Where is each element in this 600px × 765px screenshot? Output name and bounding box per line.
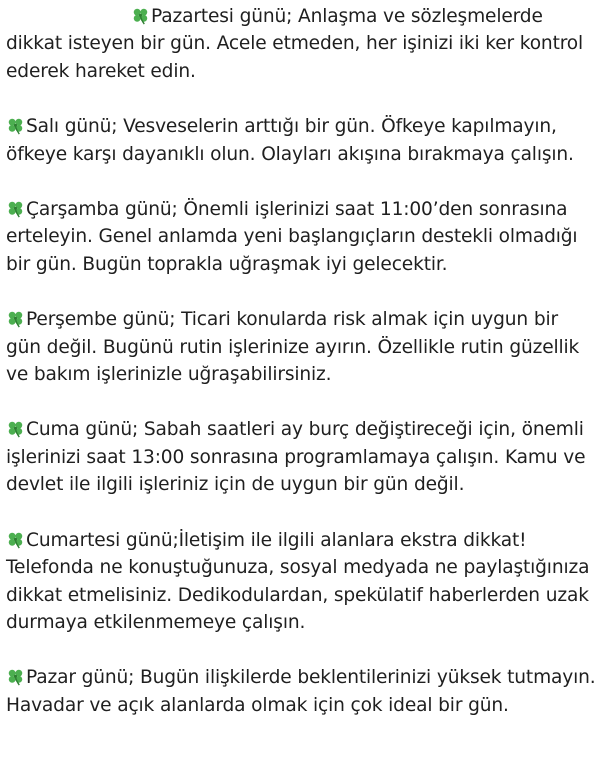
four-leaf-clover-icon (6, 116, 25, 135)
four-leaf-clover-icon (6, 309, 25, 328)
day-text: Cuma günü; Sabah saatleri ay burç değiştireceği için, önemli işlerinizi saat 13:00 sonrasına programlamaya çalışın. Kamu ve devlet ile ilgili işleriniz için de uygun bir gün değil. (6, 419, 586, 496)
day-paragraph-wednesday (6, 196, 598, 278)
day-text: Cumartesi günü;İletişim ile ilgili alanlara ekstra dikkat! Telefonda ne konuştuğunuza, sosyal medyada ne paylaştığınıza dikkat etmelisiniz. Dedikodulardan, spekülatif haberlerden uzak durmaya etkilenmemeye çalışın. (6, 529, 590, 633)
day-paragraph-tuesday (6, 113, 598, 168)
day-paragraph-thursday (6, 306, 598, 388)
horoscope-text (6, 3, 598, 747)
day-text: Pazar günü; Bugün ilişkilerde beklentilerinizi yüksek tutmayın. Havadar ve açık alanlarda olmak için çok ideal bir gün. (6, 667, 596, 716)
day-text: Çarşamba günü; Önemli işlerinizi saat 11:00’den sonrasına erteleyin. Genel anlamda yeni başlangıçların destekli olmadığı bir gün. Bugün toprakla uğraşmak iyi gelecektir. (6, 199, 578, 275)
four-leaf-clover-icon (6, 199, 25, 218)
four-leaf-clover-icon (131, 6, 150, 25)
day-paragraph-saturday (6, 527, 598, 637)
day-text: Perşembe günü; Ticari konularda risk almak için uygun bir gün değil. Bugünü rutin işlerinize ayırın. Özellikle rutin güzellik ve bakım işlerinizle uğraşabilirsiniz. (6, 309, 580, 386)
day-paragraph-monday (6, 3, 598, 85)
day-text: Pazartesi günü; Anlaşma ve sözleşmelerde dikkat isteyen bir gün. Acele etmeden, her işinizi iki ker kontrol ederek hareket edin. (6, 6, 584, 82)
four-leaf-clover-icon (6, 667, 25, 686)
four-leaf-clover-icon (6, 419, 25, 438)
day-text: Salı günü; Vesveselerin arttığı bir gün. Öfkeye kapılmayın, öfkeye karşı dayanıklı olun. Olayları akışına bırakmaya çalışın. (6, 116, 574, 165)
four-leaf-clover-icon (6, 530, 25, 549)
day-paragraph-sunday (6, 664, 598, 719)
day-paragraph-friday (6, 416, 598, 498)
